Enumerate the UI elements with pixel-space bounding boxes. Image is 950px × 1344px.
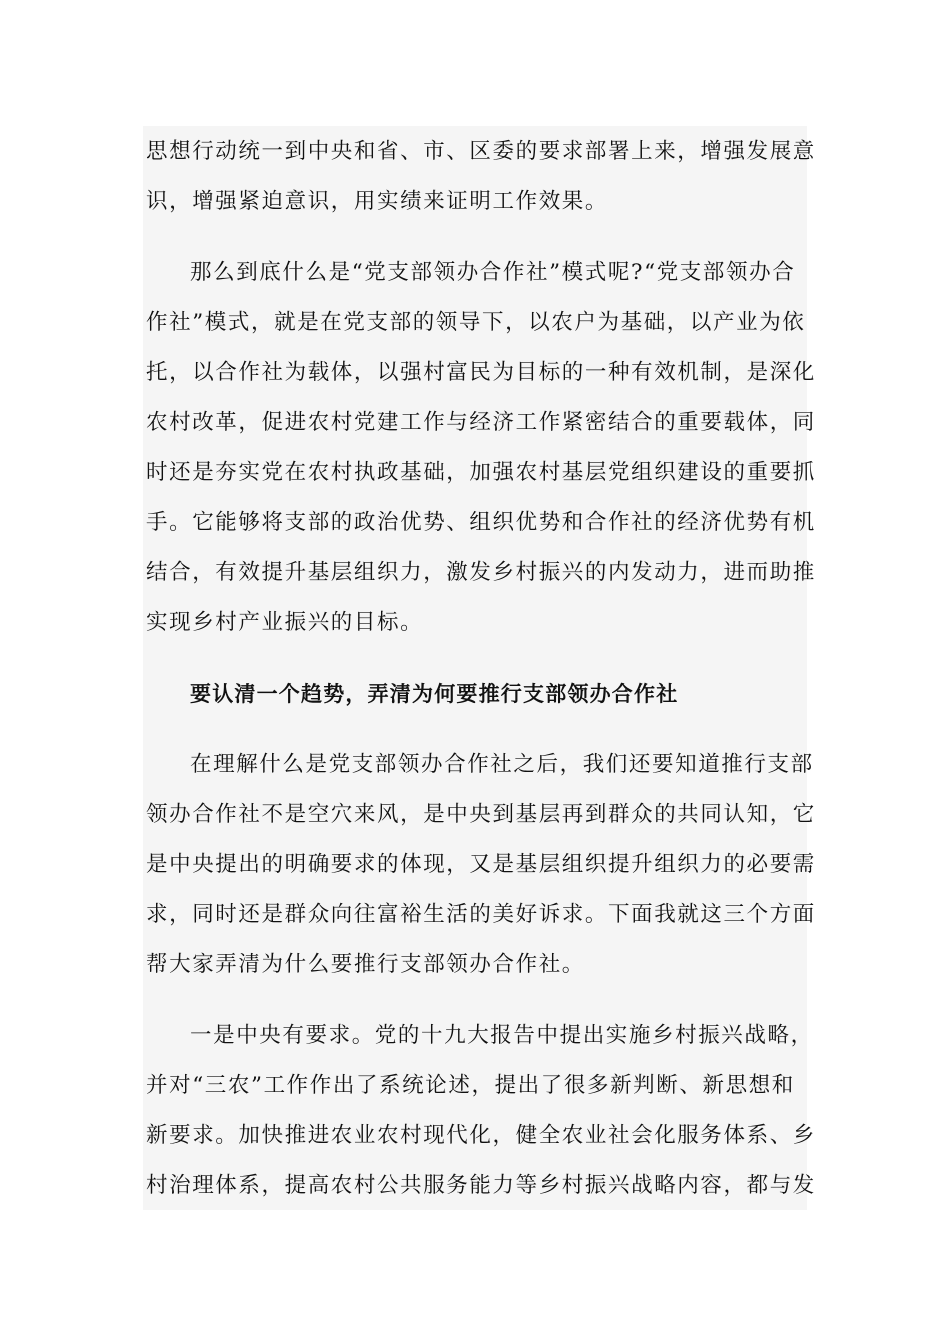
paragraph-line: 求，同时还是群众向往富裕生活的美好诉求。下面我就这三个方面: [146, 902, 816, 927]
paragraph-line: 领办合作社不是空穴来风，是中央到基层再到群众的共同认知，它: [146, 802, 816, 827]
paragraph-line: 那么到底什么是“党支部领办合作社”模式呢?“党支部领办合: [190, 260, 796, 285]
paragraph-line: 实现乡村产业振兴的目标。: [146, 610, 424, 635]
paragraph-line: 识，增强紧迫意识，用实绩来证明工作效果。: [146, 189, 609, 214]
paragraph-line: 村治理体系，提高农村公共服务能力等乡村振兴战略内容，都与发: [146, 1173, 816, 1198]
paragraph-line: 思想行动统一到中央和省、市、区委的要求部署上来，增强发展意: [146, 139, 816, 164]
paragraph-line: 作社”模式，就是在党支部的领导下，以农户为基础，以产业为依: [146, 310, 806, 335]
paragraph-line: 帮大家弄清为什么要推行支部领办合作社。: [146, 952, 585, 977]
paragraph-line: 结合，有效提升基层组织力，激发乡村振兴的内发动力，进而助推: [146, 560, 816, 585]
paragraph-line: 在理解什么是党支部领办合作社之后，我们还要知道推行支部: [190, 752, 814, 777]
section-heading: 要认清一个趋势，弄清为何要推行支部领办合作社: [190, 682, 679, 706]
paragraph-line: 时还是夯实党在农村执政基础，加强农村基层党组织建设的重要抓: [146, 460, 816, 485]
paragraph-line: 是中央提出的明确要求的体现，又是基层组织提升组织力的必要需: [146, 852, 816, 877]
paragraph-line: 并对“三农”工作作出了系统论述，提出了很多新判断、新思想和: [146, 1073, 795, 1098]
paragraph-line: 新要求。加快推进农业农村现代化，健全农业社会化服务体系、乡: [146, 1123, 816, 1148]
paragraph-line: 托，以合作社为载体，以强村富民为目标的一种有效机制，是深化: [146, 360, 816, 385]
paragraph-line: 农村改革，促进农村党建工作与经济工作紧密结合的重要载体，同: [146, 410, 816, 435]
paragraph-line: 一是中央有要求。党的十九大报告中提出实施乡村振兴战略，: [190, 1023, 814, 1048]
paragraph-line: 手。它能够将支部的政治优势、组织优势和合作社的经济优势有机: [146, 510, 816, 535]
